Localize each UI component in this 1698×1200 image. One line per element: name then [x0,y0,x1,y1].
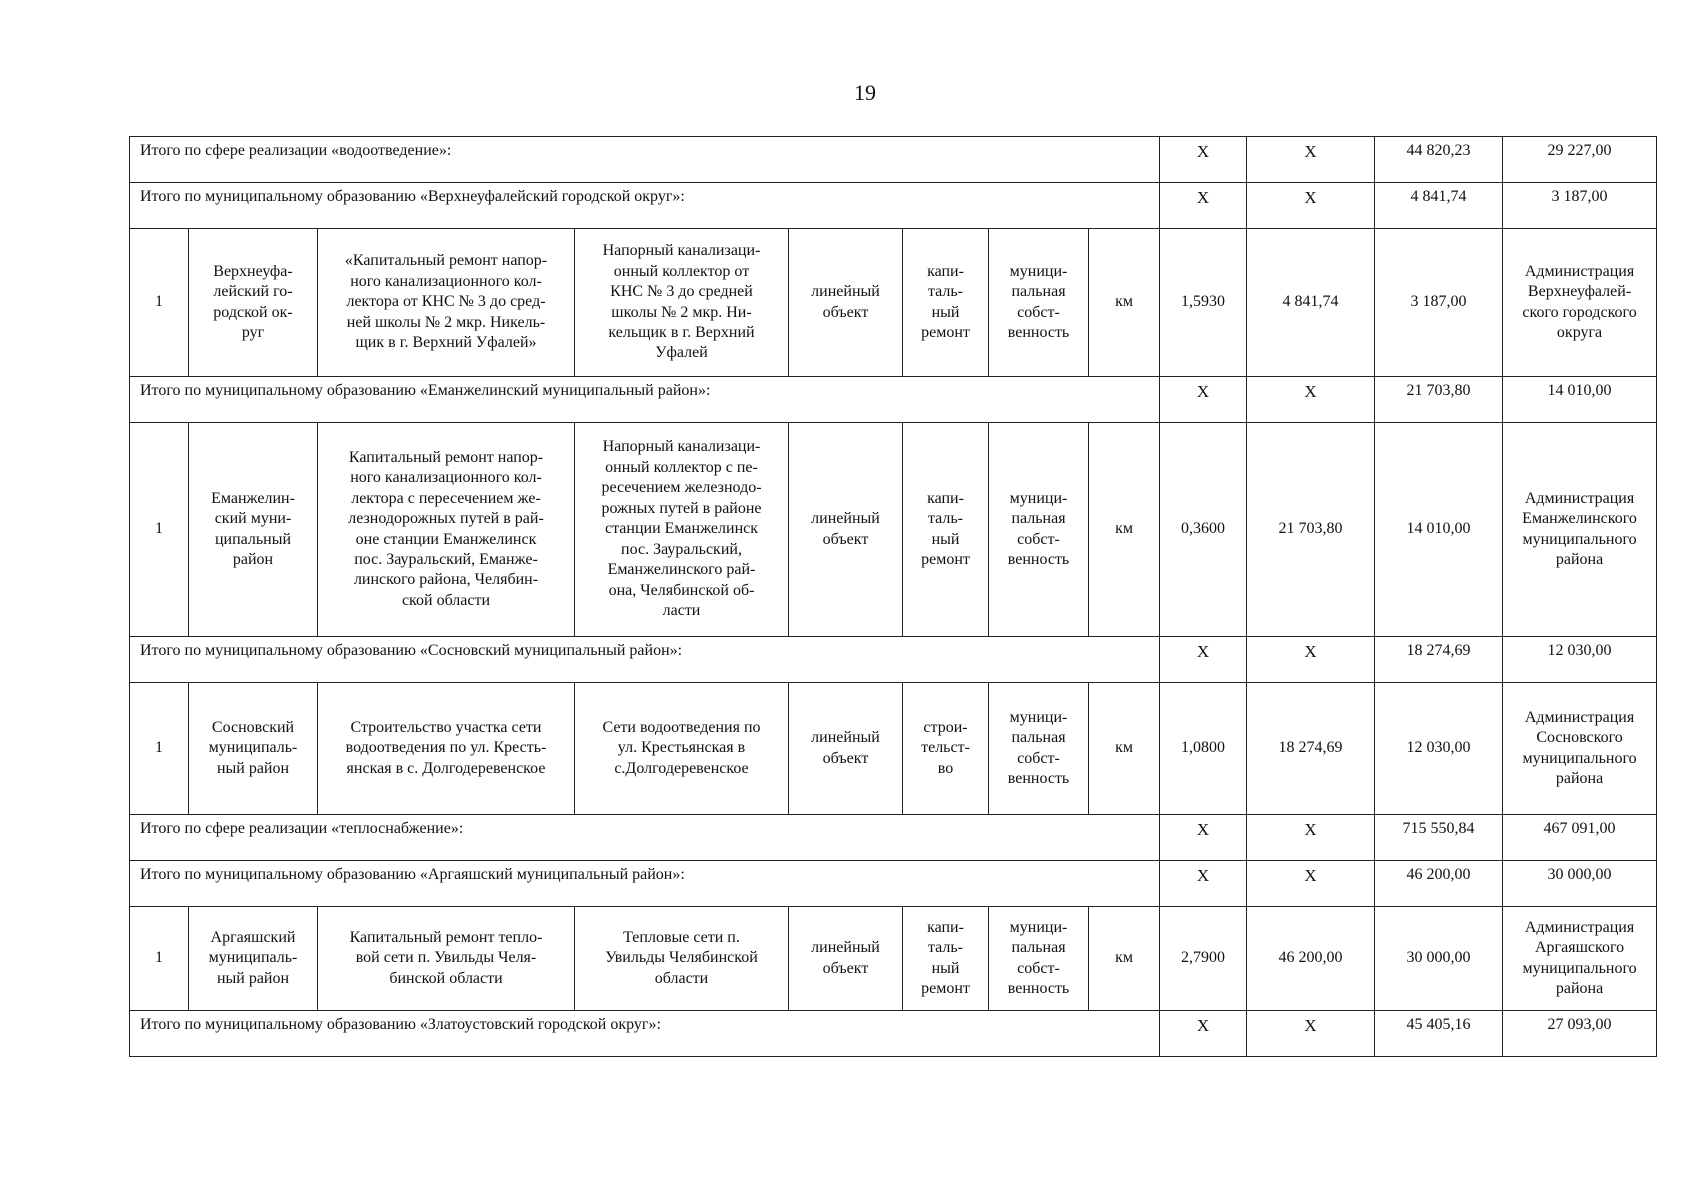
table-body [130,137,1657,1057]
item-administrator: Администрация Аргаяшского муниципального района [1503,907,1657,1011]
item-municipality: Верхнеуфа- лейский го- родской ок- руг [189,229,318,377]
item-work-type: капи- таль- ный ремонт [903,229,989,377]
item-object: Сети водоотведения по ул. Крестьянская в с.Долгодеревенское [575,683,789,815]
item-name: Капитальный ремонт напор- ного канализационного кол- лектора с пересечением же- лезнодорожных путей в рай- оне станции Еманжелинск пос. Зауральский, Еманже- линского района, Челябин- ской области [318,423,575,637]
table-row-item [130,683,1657,815]
item-quantity: 0,3600 [1160,423,1247,637]
table-row-total [130,137,1657,183]
item-unit: км [1089,229,1160,377]
item-object-type: линейный объект [789,907,903,1011]
item-cost: 4 841,74 [1247,229,1375,377]
total-quantity-x: X [1247,815,1375,861]
item-object-type: линейный объект [789,229,903,377]
total-cost: 21 703,80 [1375,377,1503,423]
total-cost: 45 405,16 [1375,1011,1503,1057]
item-unit: км [1089,423,1160,637]
total-cost: 4 841,74 [1375,183,1503,229]
item-cost: 21 703,80 [1247,423,1375,637]
item-name: Строительство участка сети водоотведения по ул. Кресть- янская в с. Долгодеревенское [318,683,575,815]
item-administrator: Администрация Верхнеуфалей- ского городского округа [1503,229,1657,377]
total-cost: 18 274,69 [1375,637,1503,683]
table-row-total [130,377,1657,423]
investment-program-table [129,136,1657,1057]
item-ownership: муници- пальная собст- венность [989,683,1089,815]
table-row-total [130,815,1657,861]
total-quantity-x: X [1247,861,1375,907]
item-ownership: муници- пальная собст- венность [989,423,1089,637]
total-subsidy: 27 093,00 [1503,1011,1657,1057]
item-quantity: 2,7900 [1160,907,1247,1011]
total-subsidy: 12 030,00 [1503,637,1657,683]
item-cost: 46 200,00 [1247,907,1375,1011]
item-number: 1 [130,683,189,815]
total-quantity-x: X [1247,377,1375,423]
item-number: 1 [130,229,189,377]
item-object-type: линейный объект [789,423,903,637]
total-subsidy: 3 187,00 [1503,183,1657,229]
item-cost: 18 274,69 [1247,683,1375,815]
item-number: 1 [130,423,189,637]
item-object: Напорный канализаци- онный коллектор с пе- ресечением железнодо- рожных путей в районе станции Еманжелинск пос. Зауральский, Еманжелинского рай- она, Челябинской об- ласти [575,423,789,637]
total-label: Итого по сфере реализации «теплоснабжение»: [130,815,1160,861]
total-quantity-x: X [1247,183,1375,229]
total-subsidy: 29 227,00 [1503,137,1657,183]
item-subsidy: 30 000,00 [1375,907,1503,1011]
item-name: Капитальный ремонт тепло- вой сети п. Увильды Челя- бинской области [318,907,575,1011]
item-subsidy: 14 010,00 [1375,423,1503,637]
item-work-type: строи- тельст- во [903,683,989,815]
table-row-item [130,423,1657,637]
total-label: Итого по муниципальному образованию «Верхнеуфалейский городской округ»: [130,183,1160,229]
item-ownership: муници- пальная собст- венность [989,229,1089,377]
total-unit-x: X [1160,637,1247,683]
item-work-type: капи- таль- ный ремонт [903,423,989,637]
table-row-item [130,907,1657,1011]
total-subsidy: 14 010,00 [1503,377,1657,423]
item-unit: км [1089,907,1160,1011]
item-ownership: муници- пальная собст- венность [989,907,1089,1011]
table-row-total [130,637,1657,683]
total-cost: 715 550,84 [1375,815,1503,861]
total-subsidy: 467 091,00 [1503,815,1657,861]
item-administrator: Администрация Еманжелинского муниципального района [1503,423,1657,637]
item-municipality: Аргаяшский муниципаль- ный район [189,907,318,1011]
total-cost: 44 820,23 [1375,137,1503,183]
item-quantity: 1,5930 [1160,229,1247,377]
item-quantity: 1,0800 [1160,683,1247,815]
item-object-type: линейный объект [789,683,903,815]
item-municipality: Еманжелин- ский муни- ципальный район [189,423,318,637]
item-name: «Капитальный ремонт напор- ного канализационного кол- лектора от КНС № 3 до сред- ней школы № 2 мкр. Никель- щик в г. Верхний Уфалей» [318,229,575,377]
total-label: Итого по муниципальному образованию «Сосновский муниципальный район»: [130,637,1160,683]
item-administrator: Администрация Сосновского муниципального района [1503,683,1657,815]
total-label: Итого по муниципальному образованию «Златоустовский городской округ»: [130,1011,1160,1057]
total-unit-x: X [1160,1011,1247,1057]
table-row-total [130,1011,1657,1057]
total-unit-x: X [1160,861,1247,907]
total-quantity-x: X [1247,137,1375,183]
page-number: 19 [854,80,876,105]
item-municipality: Сосновский муниципаль- ный район [189,683,318,815]
table-row-item [130,229,1657,377]
item-number: 1 [130,907,189,1011]
total-unit-x: X [1160,137,1247,183]
total-unit-x: X [1160,377,1247,423]
item-object: Напорный канализаци- онный коллектор от КНС № 3 до средней школы № 2 мкр. Ни- кельщик в г. Верхний Уфалей [575,229,789,377]
total-label: Итого по сфере реализации «водоотведение»: [130,137,1160,183]
total-label: Итого по муниципальному образованию «Еманжелинский муниципальный район»: [130,377,1160,423]
item-object: Тепловые сети п. Увильды Челябинской области [575,907,789,1011]
total-unit-x: X [1160,183,1247,229]
total-cost: 46 200,00 [1375,861,1503,907]
item-subsidy: 12 030,00 [1375,683,1503,815]
table-row-total [130,861,1657,907]
total-unit-x: X [1160,815,1247,861]
total-quantity-x: X [1247,637,1375,683]
item-work-type: капи- таль- ный ремонт [903,907,989,1011]
total-label: Итого по муниципальному образованию «Аргаяшский муниципальный район»: [130,861,1160,907]
total-subsidy: 30 000,00 [1503,861,1657,907]
item-subsidy: 3 187,00 [1375,229,1503,377]
total-quantity-x: X [1247,1011,1375,1057]
item-unit: км [1089,683,1160,815]
table-row-total [130,183,1657,229]
